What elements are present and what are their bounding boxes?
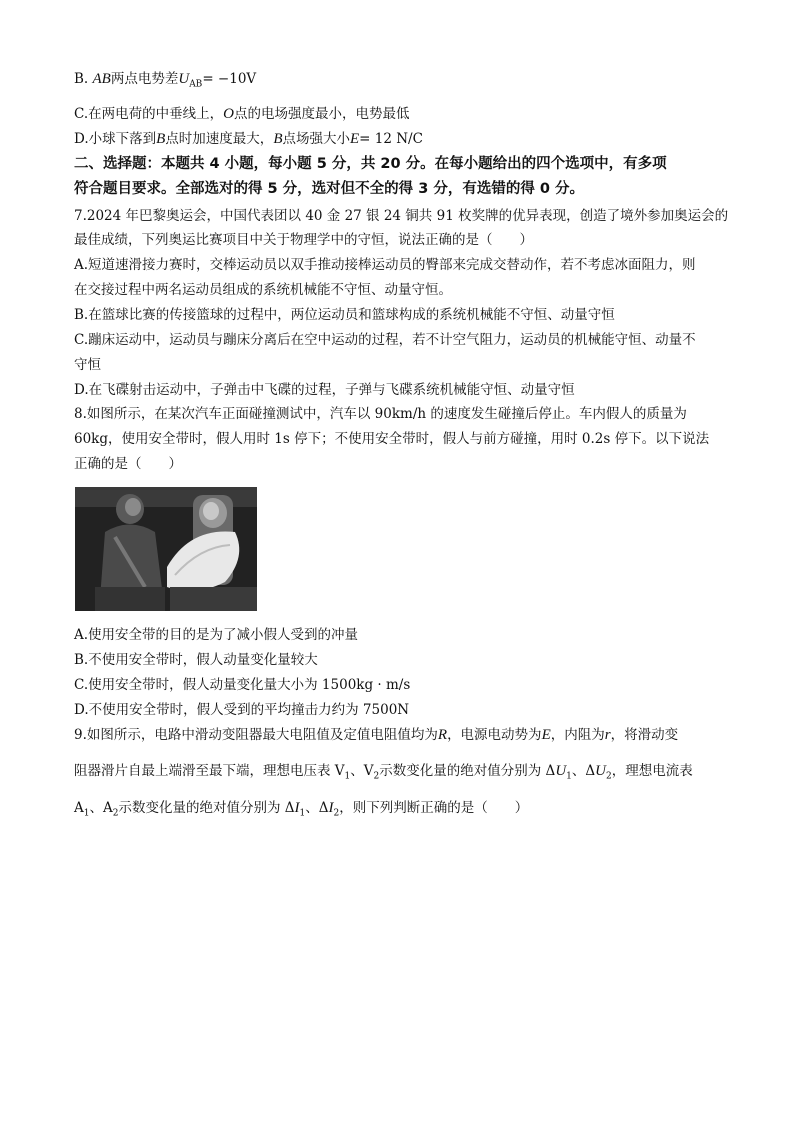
option-c-line [74, 105, 724, 123]
text: 阻器滑片自最上端滑至最下端，理想电压表 V [74, 763, 345, 779]
var-r: R [437, 727, 448, 743]
option-label: B. [74, 71, 89, 87]
q9-stem-1 [74, 726, 724, 744]
text: 示数变化量的绝对值分别为 Δ [118, 800, 295, 816]
value: = 12 N/C [359, 131, 423, 147]
var-small-r: r [604, 727, 611, 743]
q8-option-b: B.不使用安全带时，假人动量变化量较大 [74, 652, 318, 668]
text: 点场强大小 [282, 131, 350, 147]
q8-option-d: D.不使用安全带时，假人受到的平均撞击力约为 7500N [74, 702, 410, 718]
var-e: E [541, 727, 551, 743]
q7-option-c-1: C.蹦床运动中，运动员与蹦床分离后在空中运动的过程，若不计空气阻力，运动员的机械能守恒、动量不 [74, 332, 696, 348]
var-i: I [294, 800, 300, 816]
var-i: I [328, 800, 334, 816]
q8-stem-3: 正确的是（ ） [74, 456, 182, 472]
q8-option-a: A.使用安全带的目的是为了减小假人受到的冲量 [74, 627, 359, 643]
section-heading-2: 符合题目要求。全部选对的得 5 分，选对但不全的得 3 分，有选错的得 0 分。 [74, 181, 585, 197]
text: ，内阻为 [550, 727, 605, 743]
var-b: B [273, 131, 283, 147]
text: 、Δ [305, 800, 329, 816]
q7-stem-1: 7.2024 年巴黎奥运会，中国代表团以 40 金 27 银 24 铜共 91 枚奖牌的优异表现，创造了境外参加奥运会的 [74, 208, 729, 224]
subscript: 1 [566, 771, 572, 782]
q8-option-c: C.使用安全带时，假人动量变化量大小为 1500kg · m/s [74, 677, 411, 693]
section-heading-1: 二、选择题：本题共 4 小题，每小题 5 分，共 20 分。在每小题给出的四个选项中，有多项 [74, 156, 667, 172]
text: 示数变化量的绝对值分别为 Δ [379, 763, 556, 779]
subscript: 2 [333, 808, 340, 819]
crash-test-illustration [75, 487, 257, 611]
q7-stem-2: 最佳成绩，下列奥运比赛项目中关于物理学中的守恒，说法正确的是（ ） [74, 232, 533, 248]
subscript: 1 [299, 808, 306, 819]
subscript: 2 [373, 771, 380, 782]
subscript: 2 [112, 808, 119, 819]
text: A [74, 800, 84, 816]
value: = −10V [202, 71, 257, 87]
q9-stem-3 [74, 799, 724, 823]
q7-option-d: D.在飞碟射击运动中，子弹击中飞碟的过程，子弹与飞碟系统机械能守恒、动量守恒 [74, 382, 575, 398]
q7-option-b: B.在篮球比赛的传接篮球的过程中，两位运动员和篮球构成的系统机械能不守恒、动量守恒 [74, 307, 615, 323]
text: ，电源电动势为 [447, 727, 542, 743]
subscript: AB [189, 79, 203, 90]
var-u: U [595, 763, 606, 779]
var-u: U [178, 71, 190, 87]
text: 、A [89, 800, 113, 816]
q7-option-a-1: A.短道速滑接力赛时，交棒运动员以双手推动接棒运动员的臀部来完成交替动作，若不考虑冰面阻力，则 [74, 257, 696, 273]
crash-test-photo [75, 487, 257, 611]
text: 、V [350, 763, 374, 779]
q8-stem-2: 60kg，使用安全带时，假人用时 1s 停下；不使用安全带时，假人与前方碰撞，用时 0.2s 停下。以下说法 [74, 431, 710, 447]
text: ，理想电流表 [611, 763, 693, 779]
text: ，则下列判断正确的是（ ） [339, 800, 529, 816]
text: 两点电势差 [110, 71, 179, 87]
var-ab: AB [92, 71, 111, 87]
var-b: B [156, 131, 166, 147]
q7-option-a-2: 在交接过程中两名运动员组成的系统机械能不守恒、动量守恒。 [74, 282, 452, 298]
var-o: O [223, 106, 234, 122]
subscript: 1 [83, 808, 90, 819]
q9-stem-2 [74, 762, 724, 786]
option-b-line [74, 70, 724, 94]
text: 点的电场强度最小，电势最低 [233, 106, 410, 122]
q7-option-c-2: 守恒 [74, 357, 101, 373]
subscript: 1 [344, 771, 351, 782]
text: 9.如图所示，电路中滑动变阻器最大电阻值及定值电阻值均为 [74, 727, 438, 743]
text: C.在两电荷的中垂线上， [74, 106, 224, 122]
text: 、Δ [571, 763, 596, 779]
text: ，将滑动变 [610, 727, 679, 743]
var-u: U [555, 763, 567, 779]
text: D.小球下落到 [74, 131, 157, 147]
text: 点时加速度最大， [165, 131, 274, 147]
var-e: E [349, 131, 360, 147]
subscript: 2 [605, 771, 612, 782]
q8-stem-1: 8.如图所示，在某次汽车正面碰撞测试中，汽车以 90km/h 的速度发生碰撞后停止。车内假人的质量为 [74, 406, 687, 422]
option-d-line [74, 130, 724, 148]
